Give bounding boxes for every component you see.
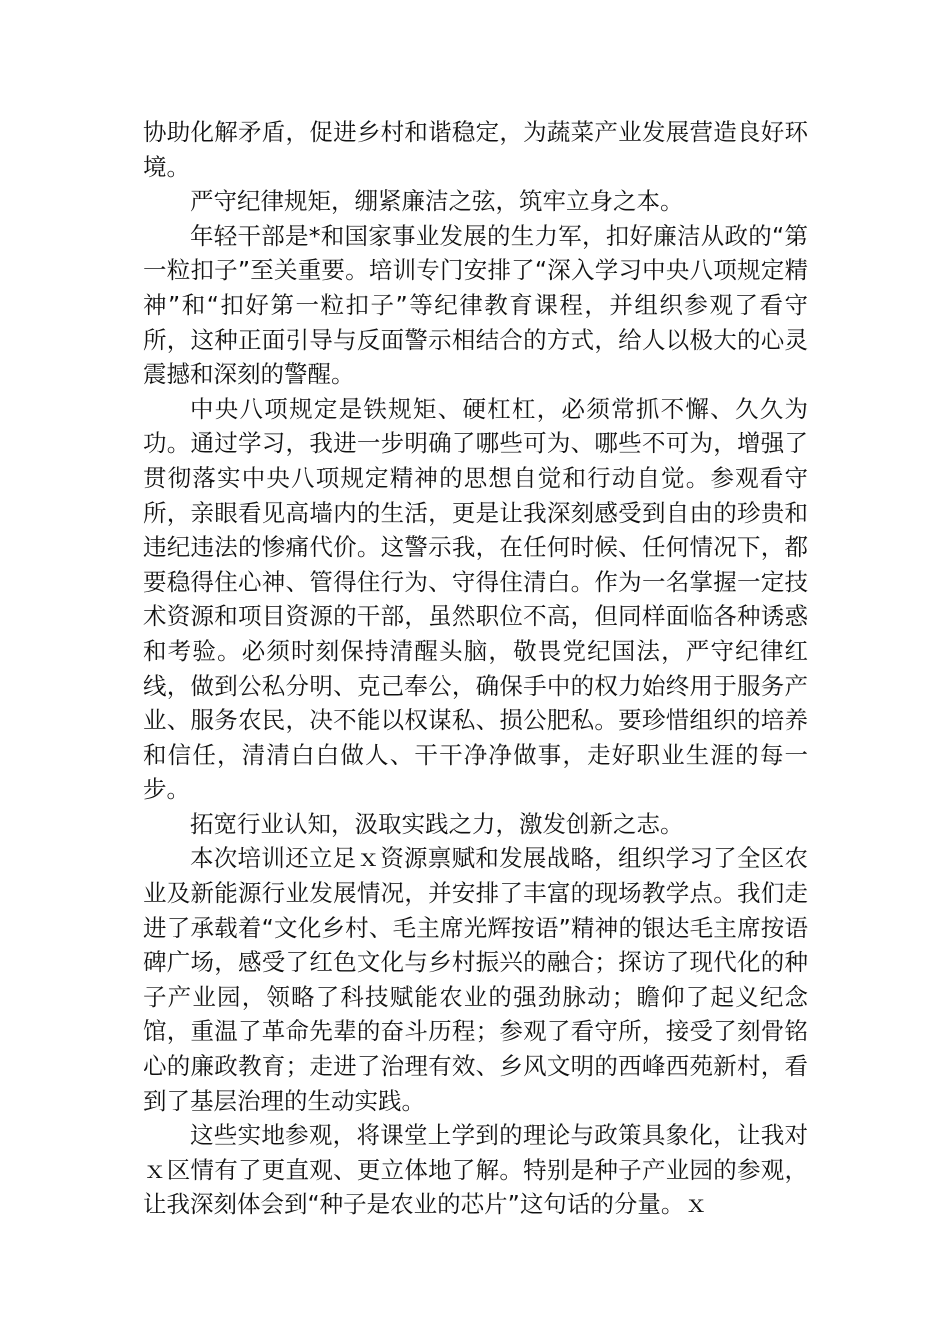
paragraph-eight-regulations: 中央八项规定是铁规矩、硬杠杠，必须常抓不懈、久久为功。通过学习，我进一步明确了哪些可为、哪些不可为，增强了贯彻落实中央八项规定精神的思想自觉和行动自觉。参观看守所，亲眼看见高墙内的生活，更是让我深刻感受到自由的珍贵和违纪违法的惨痛代价。这警示我，在任何时候、任何情况下，都要稳得住心神、管得住行为、守得住清白。作为一名掌握一定技术资源和项目资源的干部，虽然职位不高，但同样面临各种诱惑和考验。必须时刻保持清醒头脑，敬畏党纪国法，严守纪律红线，做到公私分明、克己奉公，确保手中的权力始终用于服务产业、服务农民，决不能以权谋私、损公肥私。要珍惜组织的培养和信任，清清白白做人、干干净净做事，走好职业生涯的每一步。: [143, 394, 808, 804]
paragraph-continuation: 协助化解矛盾，促进乡村和谐稳定，为蔬菜产业发展营造良好环境。: [143, 118, 808, 181]
section-heading-discipline: 严守纪律规矩，绷紧廉洁之弦，筑牢立身之本。: [190, 187, 684, 216]
document-body: [143, 115, 808, 1222]
paragraph-site-visits: 这些实地参观，将课堂上学到的理论与政策具象化，让我对ｘ区情有了更直观、更立体地了解。特别是种子产业园的参观，让我深刻体会到“种子是农业的芯片”这句话的分量。ｘ: [143, 1121, 808, 1219]
section-heading-industry: 拓宽行业认知，汲取实践之力，激发创新之志。: [190, 809, 684, 838]
paragraph-young-cadres: 年轻干部是*和国家事业发展的生力军，扣好廉洁从政的“第一粒扣子”至关重要。培训专门安排了“深入学习中央八项规定精神”和“扣好第一粒扣子”等纪律教育课程，并组织参观了看守所，这种正面引导与反面警示相结合的方式，给人以极大的心灵震撼和深刻的警醒。: [143, 221, 808, 389]
paragraph-field-training: 本次培训还立足ｘ资源禀赋和发展战略，组织学习了全区农业及新能源行业发展情况，并安排了丰富的现场教学点。我们走进了承载着“文化乡村、毛主席光辉按语”精神的银达毛主席按语碑广场，感受了红色文化与乡村振兴的融合；探访了现代化的种子产业园，领略了科技赋能农业的强劲脉动；瞻仰了起义纪念馆，重温了革命先辈的奋斗历程；参观了看守所，接受了刻骨铭心的廉政教育；走进了治理有效、乡风文明的西峰西苑新村，看到了基层治理的生动实践。: [143, 844, 808, 1115]
